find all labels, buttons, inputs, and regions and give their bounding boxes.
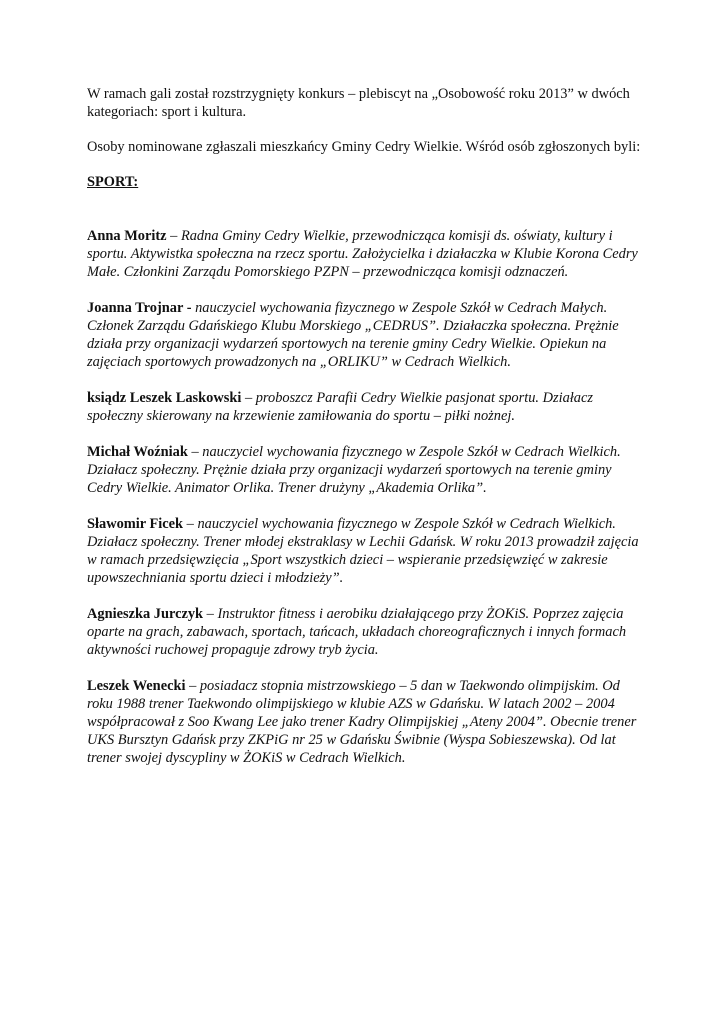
nominee-entry bbox=[87, 299, 647, 371]
nominee-entry bbox=[87, 677, 647, 767]
document-page bbox=[87, 85, 647, 785]
nominee-name: Michał Woźniak bbox=[87, 444, 188, 460]
nominee-description: nauczyciel wychowania fizycznego w Zespole Szkół w Cedrach Wielkich. Działacz społeczny. Trener młodej ekstraklasy w Lechii Gdańsk. W roku 2013 prowadził zajęcia w ramach przedsięwzięcia „Sport wszystkich dzieci – wspieranie przedsięwzięć w zakresie upowszechniania sportu dzieci i młodzieży”. bbox=[87, 516, 639, 586]
nominee-name: Leszek Wenecki bbox=[87, 678, 186, 694]
nominee-description: nauczyciel wychowania fizycznego w Zespole Szkół w Cedrach Małych. Członek Zarządu Gdańskiego Klubu Morskiego „CEDRUS”. Działaczka społeczna. Prężnie działa przy organizacji wydarzeń sportowych na terenie gminy Cedry Wielkie. Opiekun na zajęciach sportowych prowadzonych na „ORLIKU” w Cedrach Wielkich. bbox=[87, 300, 619, 370]
nominee-separator: – bbox=[185, 678, 200, 694]
nominee-name: Anna Moritz bbox=[87, 228, 167, 244]
nominee-entry bbox=[87, 227, 647, 281]
nominee-description: Radna Gminy Cedry Wielkie, przewodnicząca komisji ds. oświaty, kultury i sportu. Aktywistka społeczna na rzecz sportu. Założycielka i działaczka w Klubie Korona Cedry Małe. Członkini Zarządu Pomorskiego PZPN – przewodnicząca komisji odznaczeń. bbox=[87, 228, 638, 280]
nominee-separator: – bbox=[166, 228, 181, 244]
nominee-entry bbox=[87, 389, 647, 425]
intro-paragraph-2: Osoby nominowane zgłaszali mieszkańcy Gminy Cedry Wielkie. Wśród osób zgłoszonych byli: bbox=[87, 139, 641, 155]
nominee-name: Sławomir Ficek bbox=[87, 516, 184, 532]
nominee-entry bbox=[87, 605, 647, 659]
nominee-separator: – bbox=[187, 444, 203, 460]
nominee-description: Instruktor fitness i aerobiku działającego przy ŻOKiS. Poprzez zajęcia oparte na grach, zabawach, sportach, tańcach, układach choreograficznych i innych formach aktywności ruchowej propaguje zdrowy tryb życia. bbox=[87, 606, 627, 658]
nominee-name: Joanna Trojnar - bbox=[87, 300, 192, 316]
section-heading-sport: SPORT: bbox=[87, 174, 139, 190]
nominee-entry bbox=[87, 443, 647, 497]
nominee-name: ksiądz Leszek Laskowski bbox=[87, 390, 242, 406]
nominee-description: posiadacz stopnia mistrzowskiego – 5 dan w Taekwondo olimpijskim. Od roku 1988 trener Taekwondo olimpijskiego w klubie AZS w Gdańsku. W latach 2002 – 2004 współpracował z Soo Kwang Lee jako trener Kadry Olimpijskiej „Ateny 2004”. Obecnie trener UKS Bursztyn Gdańsk przy ZKPiG nr 25 w Gdańsku Świbnie (Wyspa Sobieszewska). Od lat trener swojej dyscypliny w ŻOKiS w Cedrach Wielkich. bbox=[87, 678, 637, 766]
nominee-description: nauczyciel wychowania fizycznego w Zespole Szkół w Cedrach Wielkich. Działacz społeczny. Prężnie działa przy organizacji wydarzeń sportowych na terenie gminy Cedry Wielkie. Animator Orlika. Trener drużyny „Akademia Orlika”. bbox=[87, 444, 621, 496]
nominee-name: Agnieszka Jurczyk bbox=[87, 606, 204, 622]
nominee-separator: – bbox=[241, 390, 256, 406]
nominee-description: proboszcz Parafii Cedry Wielkie pasjonat sportu. Działacz społeczny skierowany na krzewienie zamiłowania do sportu – piłki nożnej. bbox=[87, 390, 593, 424]
nominee-separator: – bbox=[203, 606, 218, 622]
intro-paragraph-1: W ramach gali został rozstrzygnięty konkurs – plebiscyt na „Osobowość roku 2013” w dwóch kategoriach: sport i kultura. bbox=[87, 86, 630, 120]
nominee-separator: – bbox=[183, 516, 198, 532]
nominee-entry bbox=[87, 515, 647, 587]
